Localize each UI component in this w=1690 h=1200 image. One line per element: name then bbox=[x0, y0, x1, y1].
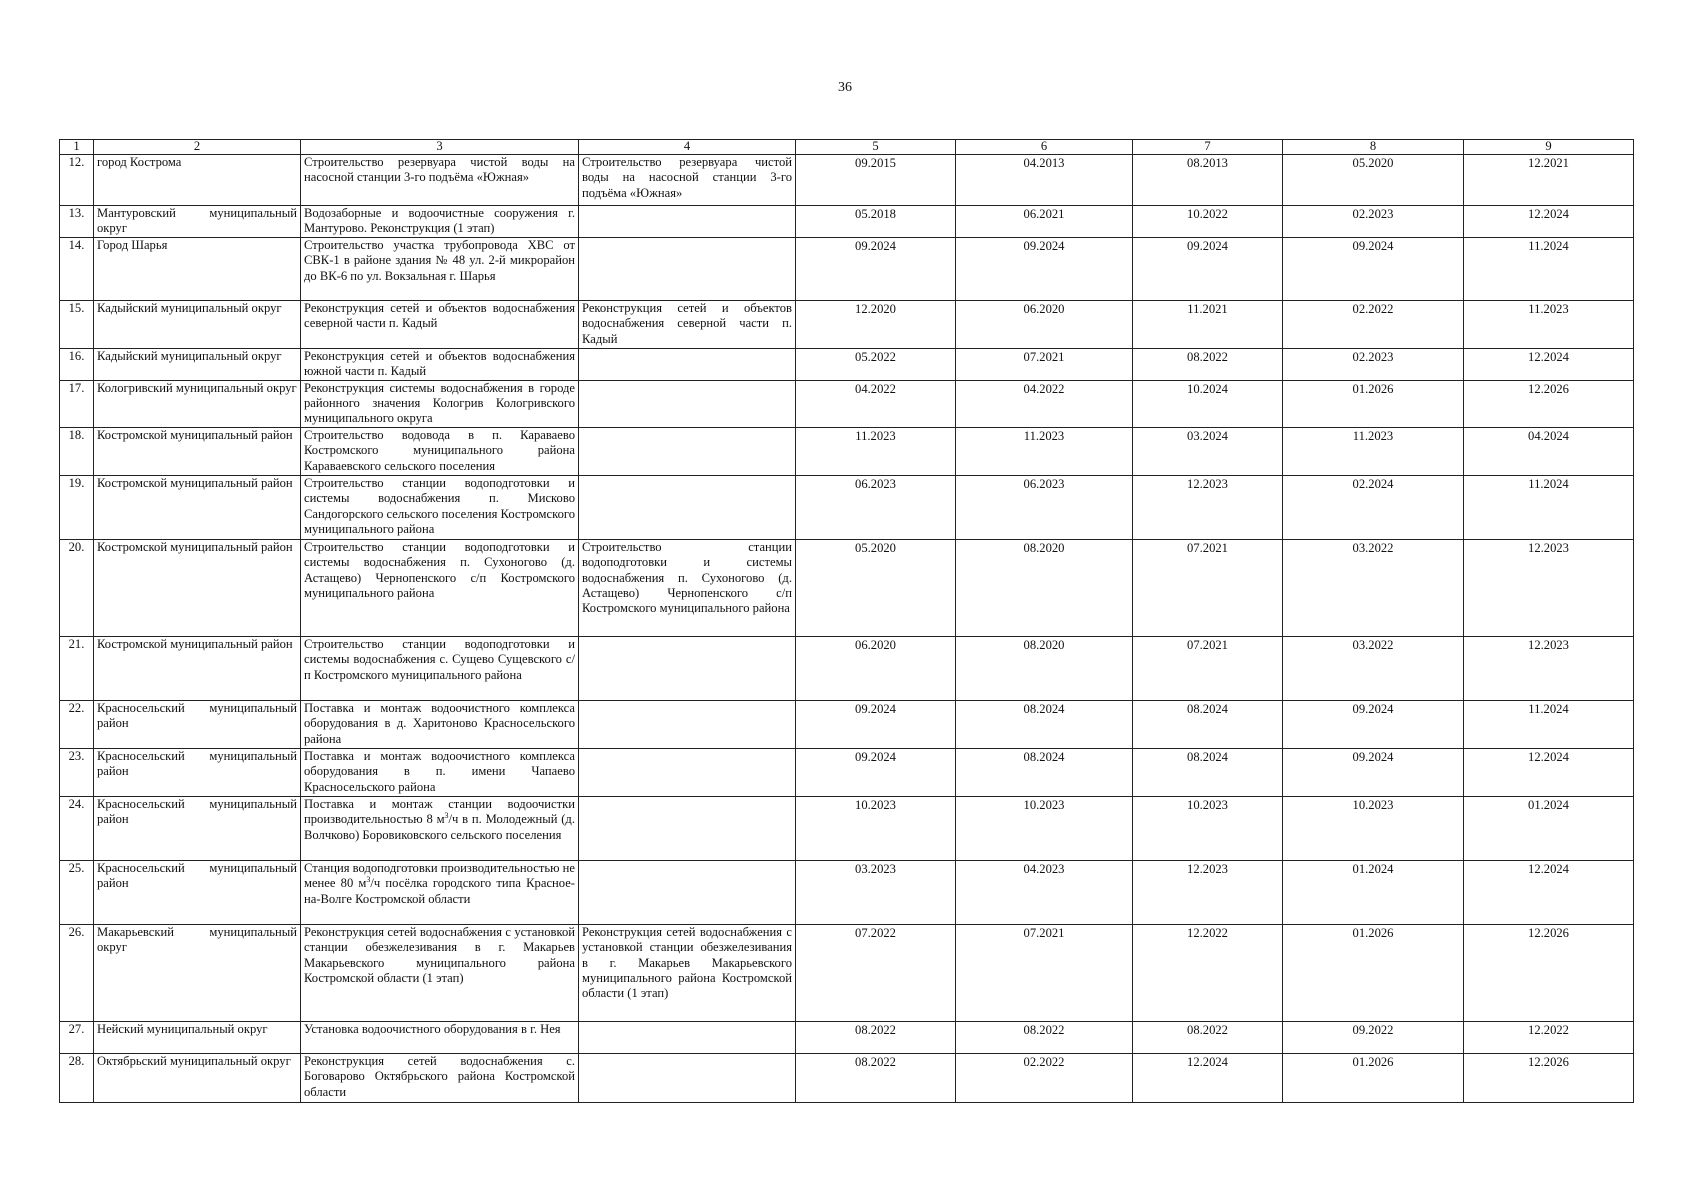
date-cell-8: 11.2023 bbox=[1283, 427, 1464, 475]
row-number: 21. bbox=[60, 636, 94, 700]
municipality-cell: Костромской муниципальный район bbox=[94, 427, 301, 475]
table-row bbox=[60, 924, 1634, 1021]
date-cell-7: 08.2022 bbox=[1133, 348, 1283, 380]
object-cell bbox=[579, 475, 796, 539]
date-cell-8: 01.2026 bbox=[1283, 1053, 1464, 1102]
date-cell-7: 08.2024 bbox=[1133, 748, 1283, 796]
header-cell: 1 bbox=[60, 140, 94, 155]
table-row bbox=[60, 380, 1634, 427]
date-cell-9: 12.2023 bbox=[1464, 636, 1634, 700]
date-cell-6: 06.2020 bbox=[956, 300, 1133, 348]
date-cell-7: 08.2024 bbox=[1133, 700, 1283, 748]
date-cell-9: 12.2026 bbox=[1464, 380, 1634, 427]
table-row bbox=[60, 155, 1634, 206]
date-cell-6: 08.2024 bbox=[956, 700, 1133, 748]
row-number: 26. bbox=[60, 924, 94, 1021]
municipality-cell: Кологривский муниципальный округ bbox=[94, 380, 301, 427]
date-cell-7: 12.2023 bbox=[1133, 475, 1283, 539]
description-cell: Станция водоподготовки производительностью не менее 80 $м^3/ч$ посёлка городского типа Красное-на-Волге Костромской области bbox=[301, 860, 579, 924]
municipality-cell: Костромской муниципальный район bbox=[94, 539, 301, 636]
description-cell: Реконструкция сетей водоснабжения с установкой станции обезжелезивания в г. Макарьев Макарьевского муниципального района Костромской области (1 этап) bbox=[301, 924, 579, 1021]
header-cell: 8 bbox=[1283, 140, 1464, 155]
date-cell-8: 05.2020 bbox=[1283, 155, 1464, 206]
municipality-cell: Красносельский муниципальный район bbox=[94, 748, 301, 796]
municipality-cell: Нейский муниципальный округ bbox=[94, 1021, 301, 1053]
date-cell-5: 03.2023 bbox=[796, 860, 956, 924]
object-cell bbox=[579, 380, 796, 427]
date-cell-9: 11.2024 bbox=[1464, 237, 1634, 300]
date-cell-6: 09.2024 bbox=[956, 237, 1133, 300]
date-cell-5: 06.2020 bbox=[796, 636, 956, 700]
header-cell: 6 bbox=[956, 140, 1133, 155]
date-cell-9: 11.2024 bbox=[1464, 700, 1634, 748]
date-cell-8: 03.2022 bbox=[1283, 539, 1464, 636]
description-cell: Строительство станции водоподготовки и системы водоснабжения п. Мисково Сандогорского сельского поселения Костромского муниципального района bbox=[301, 475, 579, 539]
municipality-cell: Макарьевский муниципальный округ bbox=[94, 924, 301, 1021]
municipality-cell: Кадыйский муниципальный округ bbox=[94, 300, 301, 348]
object-cell bbox=[579, 796, 796, 860]
date-cell-9: 11.2023 bbox=[1464, 300, 1634, 348]
date-cell-6: 02.2022 bbox=[956, 1053, 1133, 1102]
municipality-cell: Красносельский муниципальный район bbox=[94, 700, 301, 748]
header-cell: 4 bbox=[579, 140, 796, 155]
municipality-cell: Кадыйский муниципальный округ bbox=[94, 348, 301, 380]
description-cell: Строительство водовода в п. Караваево Костромского муниципального района Караваевского сельского поселения bbox=[301, 427, 579, 475]
municipality-cell: Красносельский муниципальный район bbox=[94, 860, 301, 924]
date-cell-6: 08.2024 bbox=[956, 748, 1133, 796]
date-cell-9: 12.2022 bbox=[1464, 1021, 1634, 1053]
municipality-cell: Город Шарья bbox=[94, 237, 301, 300]
date-cell-6: 10.2023 bbox=[956, 796, 1133, 860]
object-cell bbox=[579, 237, 796, 300]
date-cell-6: 04.2022 bbox=[956, 380, 1133, 427]
date-cell-8: 02.2023 bbox=[1283, 348, 1464, 380]
table-row bbox=[60, 300, 1634, 348]
row-number: 18. bbox=[60, 427, 94, 475]
date-cell-5: 04.2022 bbox=[796, 380, 956, 427]
date-cell-9: 12.2021 bbox=[1464, 155, 1634, 206]
date-cell-5: 10.2023 bbox=[796, 796, 956, 860]
row-number: 13. bbox=[60, 206, 94, 238]
table-row bbox=[60, 748, 1634, 796]
municipality-cell: Мантуровский муниципальный округ bbox=[94, 206, 301, 238]
object-cell bbox=[579, 348, 796, 380]
date-cell-5: 09.2024 bbox=[796, 237, 956, 300]
date-cell-9: 12.2026 bbox=[1464, 924, 1634, 1021]
date-cell-8: 09.2022 bbox=[1283, 1021, 1464, 1053]
row-number: 15. bbox=[60, 300, 94, 348]
date-cell-5: 09.2015 bbox=[796, 155, 956, 206]
date-cell-9: 12.2024 bbox=[1464, 348, 1634, 380]
table-row bbox=[60, 636, 1634, 700]
date-cell-9: 12.2024 bbox=[1464, 860, 1634, 924]
row-number: 14. bbox=[60, 237, 94, 300]
row-number: 27. bbox=[60, 1021, 94, 1053]
date-cell-8: 01.2026 bbox=[1283, 380, 1464, 427]
date-cell-8: 10.2023 bbox=[1283, 796, 1464, 860]
row-number: 19. bbox=[60, 475, 94, 539]
object-cell: Реконструкция сетей водоснабжения с установкой станции обезжелезивания в г. Макарьев Макарьевского муниципального района Костромской области (1 этап) bbox=[579, 924, 796, 1021]
table-row bbox=[60, 700, 1634, 748]
row-number: 16. bbox=[60, 348, 94, 380]
date-cell-5: 08.2022 bbox=[796, 1053, 956, 1102]
description-cell: Реконструкция сетей и объектов водоснабжения северной части п. Кадый bbox=[301, 300, 579, 348]
date-cell-9: 11.2024 bbox=[1464, 475, 1634, 539]
date-cell-7: 10.2024 bbox=[1133, 380, 1283, 427]
table-row bbox=[60, 475, 1634, 539]
row-number: 23. bbox=[60, 748, 94, 796]
date-cell-7: 10.2022 bbox=[1133, 206, 1283, 238]
date-cell-9: 12.2026 bbox=[1464, 1053, 1634, 1102]
date-cell-5: 09.2024 bbox=[796, 748, 956, 796]
row-number: 25. bbox=[60, 860, 94, 924]
table-row bbox=[60, 860, 1634, 924]
object-cell bbox=[579, 1053, 796, 1102]
date-cell-6: 08.2022 bbox=[956, 1021, 1133, 1053]
table-row bbox=[60, 796, 1634, 860]
date-cell-7: 03.2024 bbox=[1133, 427, 1283, 475]
date-cell-6: 04.2023 bbox=[956, 860, 1133, 924]
description-cell: Строительство станции водоподготовки и системы водоснабжения п. Сухоногово (д. Астащево) Чернопенского с/п Костромского муниципального района bbox=[301, 539, 579, 636]
row-number: 17. bbox=[60, 380, 94, 427]
date-cell-6: 08.2020 bbox=[956, 636, 1133, 700]
header-row bbox=[60, 140, 1634, 155]
date-cell-7: 12.2024 bbox=[1133, 1053, 1283, 1102]
table-row bbox=[60, 427, 1634, 475]
date-cell-7: 07.2021 bbox=[1133, 539, 1283, 636]
date-cell-8: 09.2024 bbox=[1283, 700, 1464, 748]
description-cell: Водозаборные и водоочистные сооружения г. Мантурово. Реконструкция (1 этап) bbox=[301, 206, 579, 238]
date-cell-9: 04.2024 bbox=[1464, 427, 1634, 475]
description-cell: Строительство участка трубопровода ХВС от СВК-1 в районе здания № 48 ул. 2-й микрорайон до ВК-6 по ул. Вокзальная г. Шарья bbox=[301, 237, 579, 300]
row-number: 24. bbox=[60, 796, 94, 860]
object-cell: Строительство резервуара чистой воды на насосной станции 3-го подъёма «Южная» bbox=[579, 155, 796, 206]
date-cell-5: 08.2022 bbox=[796, 1021, 956, 1053]
date-cell-7: 08.2022 bbox=[1133, 1021, 1283, 1053]
description-cell: Установка водоочистного оборудования в г. Нея bbox=[301, 1021, 579, 1053]
date-cell-7: 10.2023 bbox=[1133, 796, 1283, 860]
date-cell-5: 12.2020 bbox=[796, 300, 956, 348]
date-cell-9: 12.2024 bbox=[1464, 206, 1634, 238]
date-cell-7: 08.2013 bbox=[1133, 155, 1283, 206]
date-cell-8: 02.2023 bbox=[1283, 206, 1464, 238]
date-cell-8: 03.2022 bbox=[1283, 636, 1464, 700]
table-row bbox=[60, 1053, 1634, 1102]
date-cell-5: 11.2023 bbox=[796, 427, 956, 475]
municipality-cell: Костромской муниципальный район bbox=[94, 636, 301, 700]
municipality-cell: Октябрьский муниципальный округ bbox=[94, 1053, 301, 1102]
date-cell-7: 09.2024 bbox=[1133, 237, 1283, 300]
table-row bbox=[60, 237, 1634, 300]
date-cell-6: 06.2021 bbox=[956, 206, 1133, 238]
object-cell bbox=[579, 700, 796, 748]
object-cell: Строительство станции водоподготовки и системы водоснабжения п. Сухоногово (д. Астащево) Чернопенского с/п Костромского муниципального района bbox=[579, 539, 796, 636]
description-cell: Реконструкция системы водоснабжения в городе районного значения Кологрив Кологривского муниципального округа bbox=[301, 380, 579, 427]
date-cell-5: 05.2018 bbox=[796, 206, 956, 238]
description-cell: Строительство станции водоподготовки и системы водоснабжения с. Сущево Сущевского с/п Костромского муниципального района bbox=[301, 636, 579, 700]
date-cell-6: 04.2013 bbox=[956, 155, 1133, 206]
header-cell: 7 bbox=[1133, 140, 1283, 155]
municipality-cell: Красносельский муниципальный район bbox=[94, 796, 301, 860]
object-cell: Реконструкция сетей и объектов водоснабжения северной части п. Кадый bbox=[579, 300, 796, 348]
date-cell-6: 06.2023 bbox=[956, 475, 1133, 539]
object-cell bbox=[579, 860, 796, 924]
header-cell: 5 bbox=[796, 140, 956, 155]
date-cell-8: 02.2024 bbox=[1283, 475, 1464, 539]
table-row bbox=[60, 539, 1634, 636]
projects-table bbox=[59, 139, 1634, 1103]
page-number: 36 bbox=[838, 80, 852, 95]
description-cell: Реконструкция сетей и объектов водоснабжения южной части п. Кадый bbox=[301, 348, 579, 380]
table-row bbox=[60, 1021, 1634, 1053]
description-cell: Поставка и монтаж водоочистного комплекса оборудования в п. имени Чапаево Красносельского района bbox=[301, 748, 579, 796]
row-number: 12. bbox=[60, 155, 94, 206]
row-number: 22. bbox=[60, 700, 94, 748]
description-cell: Поставка и монтаж водоочистного комплекса оборудования в д. Харитоново Красносельского района bbox=[301, 700, 579, 748]
date-cell-5: 06.2023 bbox=[796, 475, 956, 539]
date-cell-6: 07.2021 bbox=[956, 348, 1133, 380]
date-cell-8: 02.2022 bbox=[1283, 300, 1464, 348]
description-cell: Поставка и монтаж станции водоочистки производительностью 8 $м^3/ч$ в п. Молодежный (д. Волчково) Боровиковского сельского поселения bbox=[301, 796, 579, 860]
date-cell-9: 12.2023 bbox=[1464, 539, 1634, 636]
date-cell-7: 07.2021 bbox=[1133, 636, 1283, 700]
object-cell bbox=[579, 636, 796, 700]
date-cell-9: 01.2024 bbox=[1464, 796, 1634, 860]
object-cell bbox=[579, 206, 796, 238]
row-number: 20. bbox=[60, 539, 94, 636]
object-cell bbox=[579, 1021, 796, 1053]
date-cell-8: 01.2026 bbox=[1283, 924, 1464, 1021]
date-cell-8: 09.2024 bbox=[1283, 748, 1464, 796]
object-cell bbox=[579, 748, 796, 796]
date-cell-6: 07.2021 bbox=[956, 924, 1133, 1021]
date-cell-6: 08.2020 bbox=[956, 539, 1133, 636]
date-cell-6: 11.2023 bbox=[956, 427, 1133, 475]
description-cell: Строительство резервуара чистой воды на насосной станции 3-го подъёма «Южная» bbox=[301, 155, 579, 206]
date-cell-7: 12.2022 bbox=[1133, 924, 1283, 1021]
table-row bbox=[60, 348, 1634, 380]
object-cell bbox=[579, 427, 796, 475]
date-cell-5: 05.2020 bbox=[796, 539, 956, 636]
municipality-cell: Костромской муниципальный район bbox=[94, 475, 301, 539]
date-cell-5: 07.2022 bbox=[796, 924, 956, 1021]
row-number: 28. bbox=[60, 1053, 94, 1102]
date-cell-7: 11.2021 bbox=[1133, 300, 1283, 348]
header-cell: 9 bbox=[1464, 140, 1634, 155]
date-cell-8: 01.2024 bbox=[1283, 860, 1464, 924]
header-cell: 2 bbox=[94, 140, 301, 155]
date-cell-7: 12.2023 bbox=[1133, 860, 1283, 924]
date-cell-5: 05.2022 bbox=[796, 348, 956, 380]
table-row bbox=[60, 206, 1634, 238]
municipality-cell: город Кострома bbox=[94, 155, 301, 206]
date-cell-9: 12.2024 bbox=[1464, 748, 1634, 796]
date-cell-5: 09.2024 bbox=[796, 700, 956, 748]
description-cell: Реконструкция сетей водоснабжения с. Боговарово Октябрьского района Костромской области bbox=[301, 1053, 579, 1102]
date-cell-8: 09.2024 bbox=[1283, 237, 1464, 300]
header-cell: 3 bbox=[301, 140, 579, 155]
